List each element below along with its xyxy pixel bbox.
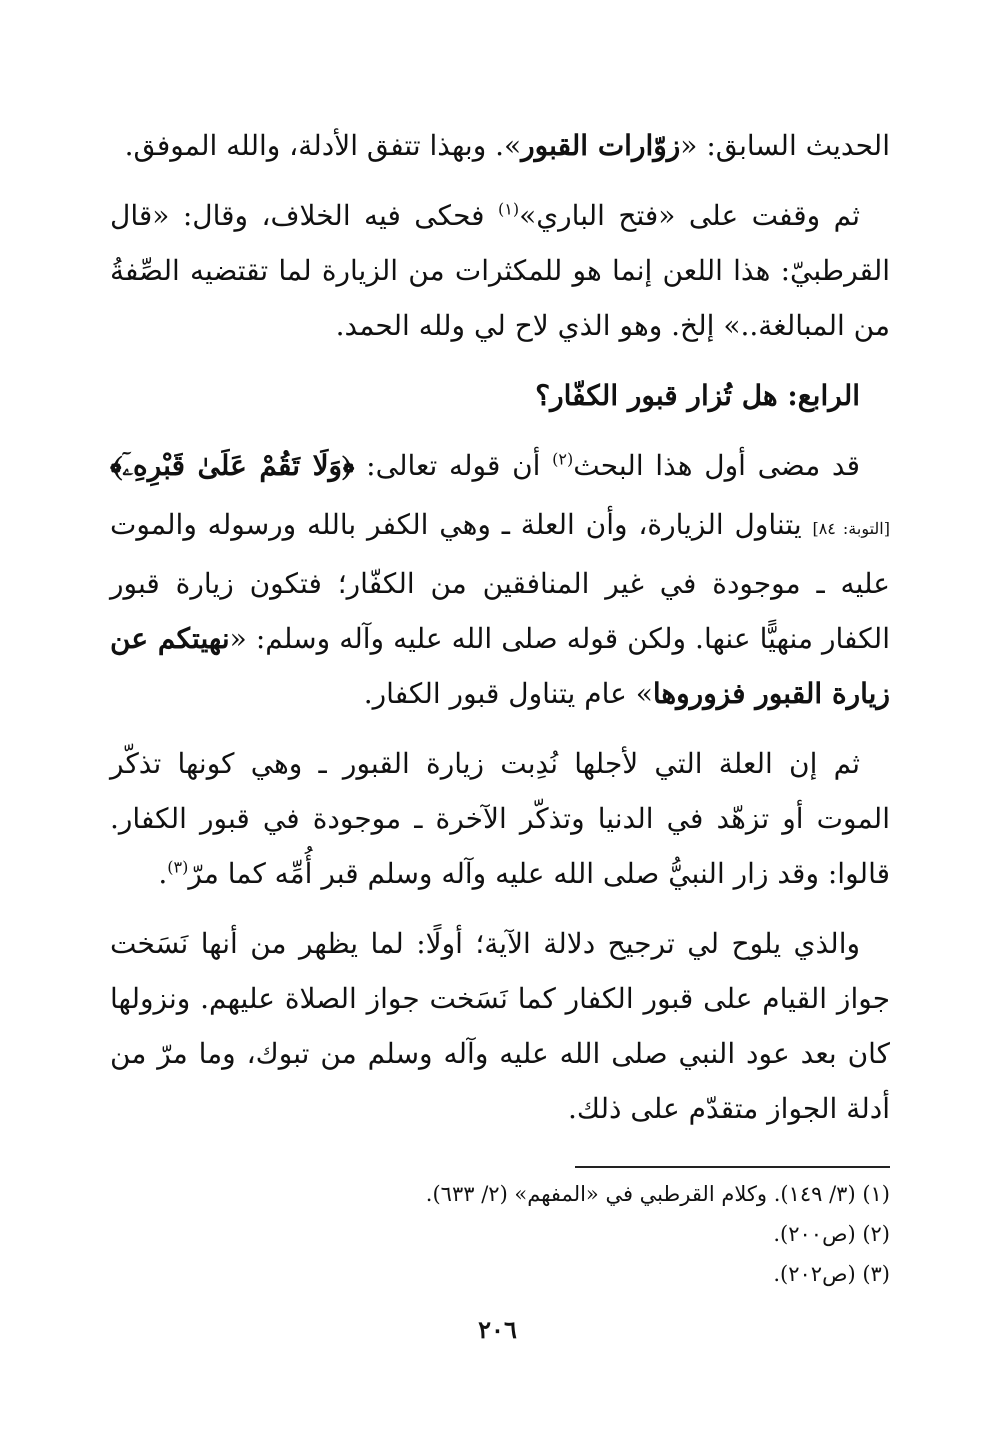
footnote: (١) (٣/ ١٤٩). وكلام القرطبي في «المفهم» (٢/ ٦٣٣).: [425, 1182, 890, 1206]
footnote-separator: [575, 1166, 890, 1168]
text-run: ثم إن العلة التي لأجلها نُدِبت زيارة القبور ـ وهي كونها تذكّر الموت أو تزهّد في الدنيا وتذكّر الآخرة ـ موجودة في قبور الكفار. قالوا: وقد زار النبيُّ صلى الله عليه وآله وسلم قبر أُمِّه كما مرّ: [110, 747, 890, 890]
footnote: (٢) (ص٢٠٠).: [773, 1222, 890, 1246]
paragraph: [110, 188, 890, 353]
text-run: أن قوله تعالى:: [354, 449, 553, 482]
footnote: (٣) (ص٢٠٢).: [773, 1262, 890, 1286]
body-text: [110, 118, 890, 1136]
verse-reference: [التوبة: ٨٤]: [812, 519, 890, 538]
text-run: قد مضى أول هذا البحث: [573, 449, 861, 482]
text-run: نهيتكم عن زيارة القبور فزوروها: [110, 622, 890, 710]
paragraph: [110, 368, 890, 423]
text-run: يتناول الزيارة، وأن العلة ـ وهي الكفر بالله ورسوله والموت عليه ـ موجودة في غير المنافقين من الكفّار؛ فتكون زيارة قبور الكفار منهيًّا عنها. ولكن قوله صلى الله عليه وآله وسلم: «: [110, 508, 890, 655]
text-run: ». وبهذا تتفق الأدلة، والله الموفق.: [124, 129, 522, 162]
text-run: فحكى فيه الخلاف، وقال: «قال القرطبيّ: هذا اللعن إنما هو للمكثرات من الزيارة لما تقتضيه الصِّفةُ من المبالغة..» إلخ. وهو الذي لاح لي ولله الحمد.: [110, 199, 890, 342]
paragraph: [110, 736, 890, 901]
text-run: ثم وقفت على «فتح الباري»: [519, 199, 860, 232]
footnotes: [110, 1174, 890, 1294]
text-run: الرابع: هل تُزار قبور الكفّار؟: [535, 379, 860, 412]
text-run: والذي يلوح لي ترجيح دلالة الآية؛ أولًا: لما يظهر من أنها نَسَخت جواز القيام على قبور الكفار كما نَسَخت جواز الصلاة عليهم. ونزولها كان بعد عود النبي صلى الله عليه وآله وسلم من تبوك، وما مرّ من أدلة الجواز متقدّم على ذلك.: [110, 927, 890, 1125]
paragraph: [110, 438, 890, 721]
text-run: » عام يتناول قبور الكفار.: [363, 677, 653, 710]
text-run: الحديث السابق: «: [680, 129, 890, 162]
text-run: زوّارات القبور: [521, 129, 681, 162]
paragraph: [110, 916, 890, 1136]
paragraph: [110, 118, 890, 173]
footnote-marker: (٢): [552, 449, 574, 469]
text-run: .: [158, 857, 168, 890]
page-number: ٢٠٦: [478, 1315, 517, 1344]
footnote-marker: (١): [498, 199, 520, 219]
footnote-marker: (٣): [167, 857, 189, 877]
text-run: ﴿وَلَا تَقُمْ عَلَىٰ قَبْرِهِۦٓ﴾: [110, 449, 355, 482]
